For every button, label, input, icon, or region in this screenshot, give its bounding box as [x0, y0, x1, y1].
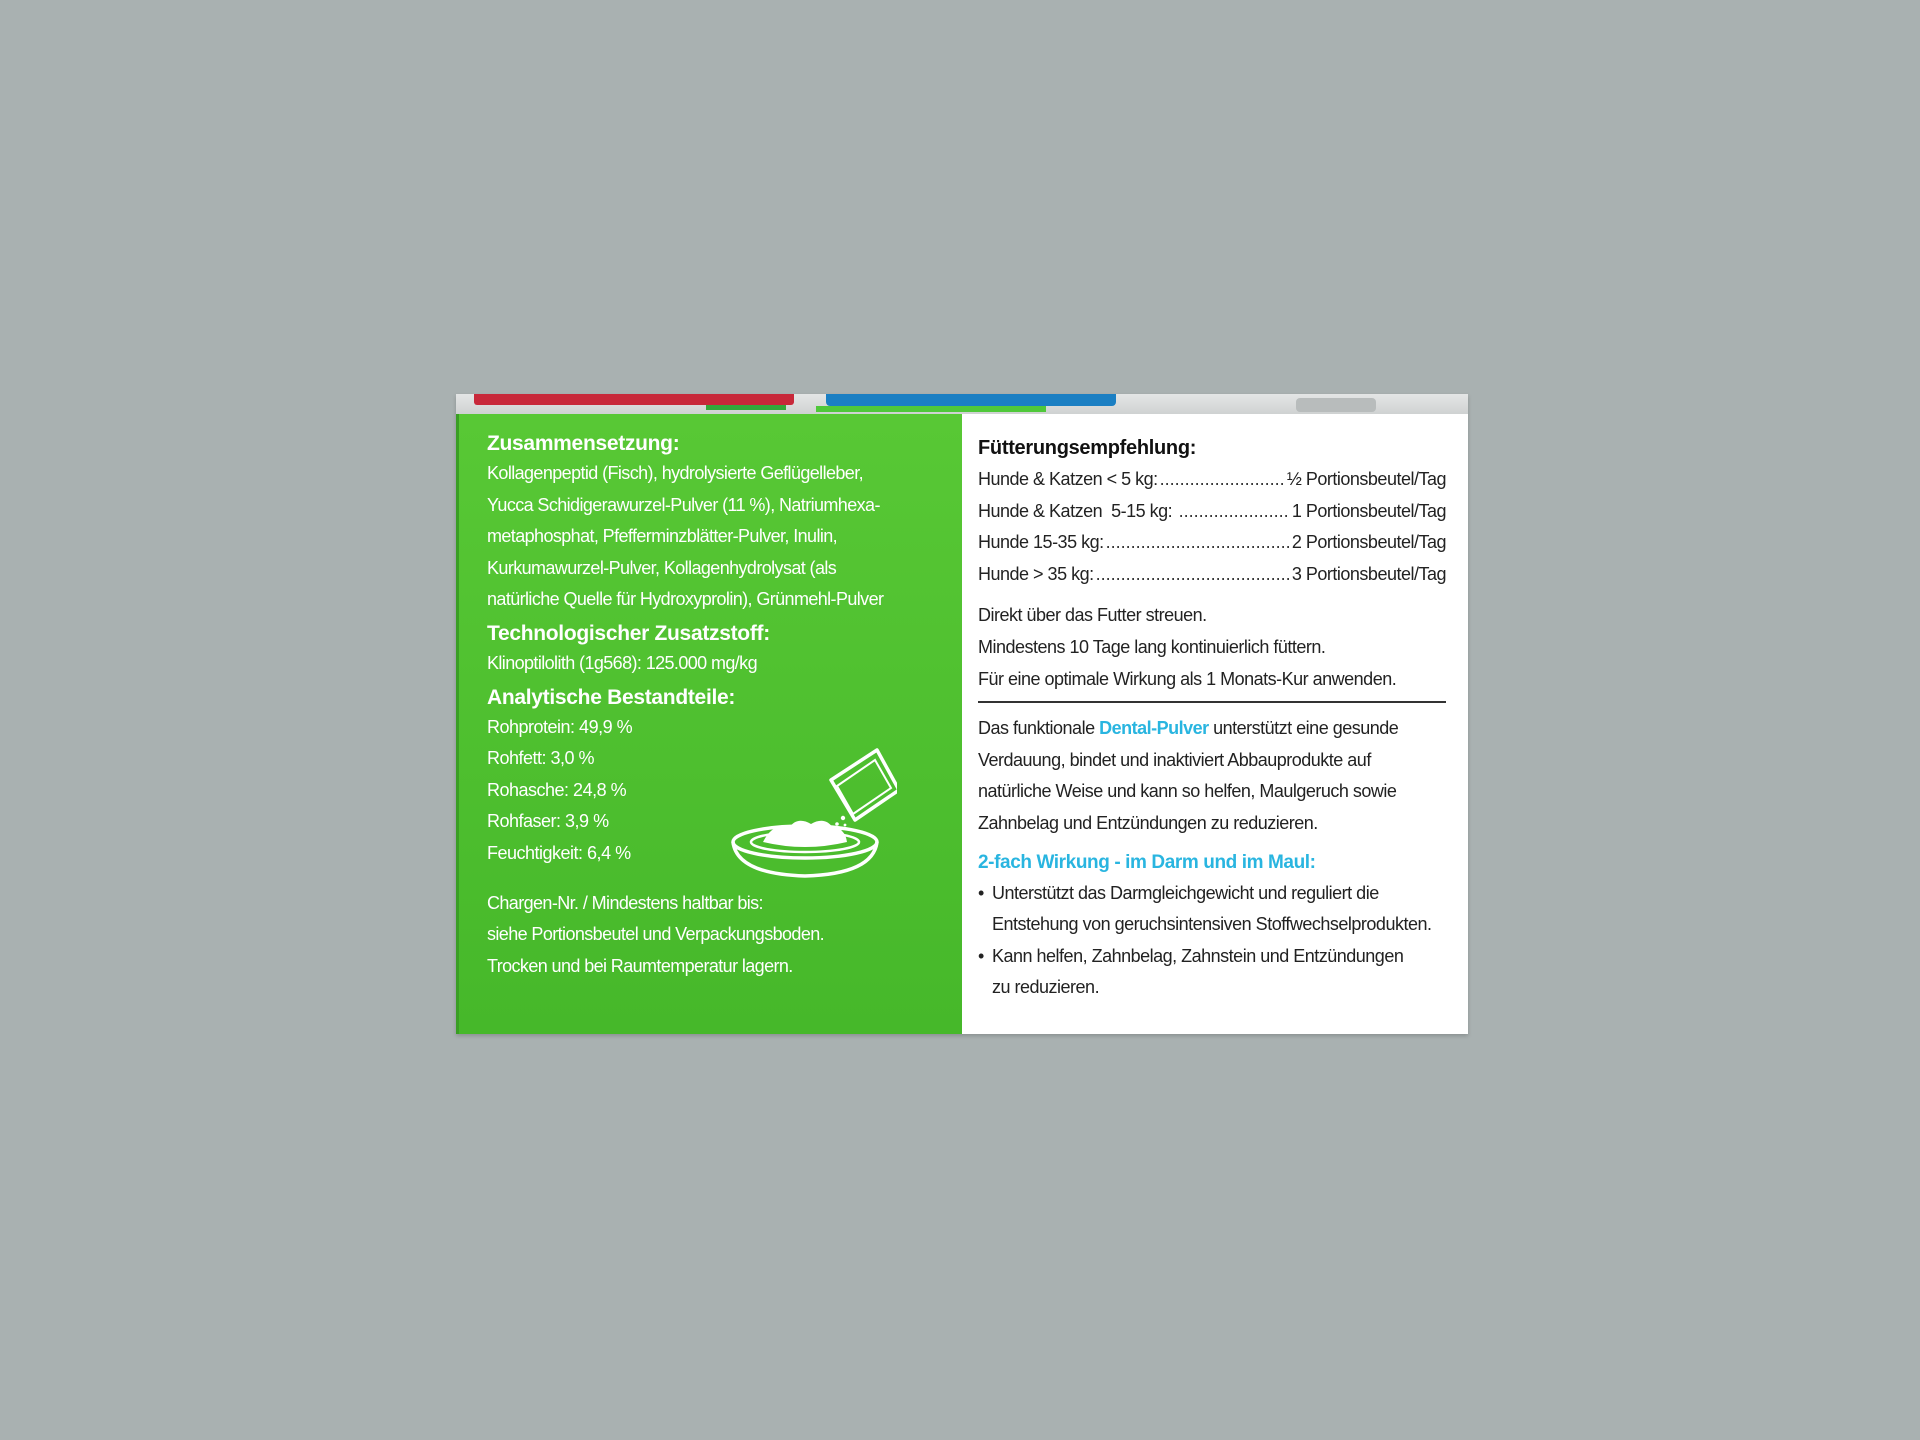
dot-leader [1096, 559, 1290, 591]
feeding-dose: 2 Portionsbeutel/Tag [1291, 532, 1446, 553]
dot-leader [1160, 464, 1285, 496]
bullet-text: zu reduzieren. [992, 977, 1100, 998]
feeding-weight: Hunde & Katzen < 5 kg: [978, 469, 1158, 489]
bullet-text: Entstehung von geruchsintensiven Stoffwechselprodukten. [992, 914, 1432, 935]
storage-line: Chargen-Nr. / Mindestens haltbar bis: [487, 892, 763, 913]
divider [978, 701, 1446, 703]
flap-green-stripe-2 [816, 406, 1046, 412]
storage-line: Trocken und bei Raumtemperatur lagern. [487, 955, 793, 976]
feeding-weight: Hunde & Katzen 5-15 kg: [978, 500, 1177, 521]
feeding-dose: 1 Portionsbeutel/Tag [1291, 500, 1446, 521]
direction-line: Mindestens 10 Tage lang kontinuierlich füttern. [978, 636, 1326, 657]
list-item [978, 941, 1446, 973]
box-top-flap [456, 394, 1468, 414]
flap-blue-stripe [826, 394, 1116, 406]
list-item [978, 909, 1446, 941]
description-text: unterstützt eine gesunde [1208, 718, 1399, 739]
list-item: Rohfett: 3,0 % [487, 748, 595, 769]
bullet-text: Kann helfen, Zahnbelag, Zahnstein und Entzündungen [992, 945, 1404, 966]
feeding-weight: Hunde 15-35 kg: [978, 532, 1104, 553]
feeding-table [978, 464, 1446, 590]
powder-bowl-illustration [727, 744, 897, 884]
composition-line: Kurkumawurzel-Pulver, Kollagenhydrolysat (als [487, 557, 837, 578]
list-item: Rohasche: 24,8 % [487, 779, 627, 800]
bullet-icon: • [978, 882, 984, 903]
product-description [978, 713, 1446, 839]
usage-directions [978, 600, 1446, 695]
effect-list [978, 878, 1446, 1004]
description-line: natürliche Weise und kann so helfen, Maulgeruch sowie [978, 781, 1397, 802]
food-bowl-icon [733, 821, 877, 876]
additive-heading: Technologischer Zusatzstoff: [487, 621, 770, 645]
feeding-dose: ½ Portionsbeutel/Tag [1286, 469, 1446, 489]
list-item [978, 972, 1446, 1004]
flap-grey-mark [1296, 398, 1376, 412]
composition-line: natürliche Quelle für Hydroxyprolin), Grünmehl-Pulver [487, 589, 884, 610]
list-item: Feuchtigkeit: 6,4 % [487, 842, 631, 863]
list-item [978, 878, 1446, 910]
description-line [978, 713, 1446, 745]
feeding-heading: Fütterungsempfehlung: [978, 437, 1197, 459]
list-item: Rohfaser: 3,9 % [487, 811, 609, 832]
feeding-panel [962, 414, 1468, 1034]
direction-line: Für eine optimale Wirkung als 1 Monats-Kur anwenden. [978, 668, 1397, 689]
product-name-highlight: Dental-Pulver [1099, 718, 1209, 739]
list-item: Rohprotein: 49,9 % [487, 716, 633, 737]
composition-line: Kollagenpeptid (Fisch), hydrolysierte Geflügelleber, [487, 463, 864, 483]
table-row [978, 464, 1446, 496]
additive-line: Klinoptilolith (1g568): 125.000 mg/kg [487, 652, 757, 673]
dot-leader [1179, 496, 1290, 528]
direction-line: Direkt über das Futter streuen. [978, 605, 1207, 626]
table-row [978, 496, 1446, 528]
table-row [978, 527, 1446, 559]
composition-line: metaphosphat, Pfefferminzblätter-Pulver, Inulin, [487, 526, 838, 547]
dot-leader [1106, 527, 1290, 559]
storage-line: siehe Portionsbeutel und Verpackungsboden. [487, 924, 825, 945]
composition-text [487, 458, 952, 616]
bullet-text: Unterstützt das Darmgleichgewicht und reguliert die [992, 882, 1379, 903]
product-box-back [456, 394, 1468, 1034]
analytic-heading: Analytische Bestandteile: [487, 685, 736, 709]
feeding-dose: 3 Portionsbeutel/Tag [1291, 563, 1446, 584]
table-row [978, 559, 1446, 591]
bullet-icon: • [978, 945, 984, 966]
composition-heading: Zusammensetzung: [487, 432, 680, 455]
composition-line: Yucca Schidigerawurzel-Pulver (11 %), Natriumhexa- [487, 494, 880, 515]
effect-heading: 2-fach Wirkung - im Darm und im Maul: [978, 851, 1316, 873]
flap-red-stripe [474, 394, 794, 405]
flap-green-stripe [706, 405, 786, 410]
feeding-weight: Hunde > 35 kg: [978, 563, 1094, 584]
description-text: Das funktionale [978, 718, 1100, 739]
ingredients-panel [456, 414, 962, 1034]
description-line: Verdauung, bindet und inaktiviert Abbauprodukte auf [978, 749, 1371, 770]
storage-info [487, 888, 952, 983]
description-line: Zahnbelag und Entzündungen zu reduzieren. [978, 812, 1318, 833]
